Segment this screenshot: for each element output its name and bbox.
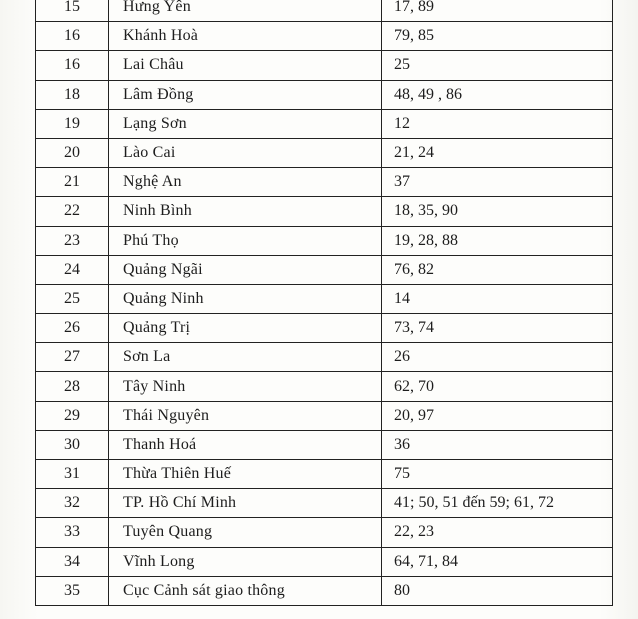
- plate-codes-cell: 18, 35, 90: [382, 197, 613, 226]
- province-name-cell: Lâm Đồng: [109, 80, 382, 109]
- province-name-cell: Sơn La: [109, 343, 382, 372]
- row-number-cell: 15: [36, 0, 109, 22]
- plate-codes-cell: 17, 89: [382, 0, 613, 22]
- plate-codes-cell: 26: [382, 343, 613, 372]
- table-row: [36, 51, 613, 80]
- table-row: [36, 0, 613, 22]
- province-name-cell: Khánh Hoà: [109, 22, 382, 51]
- province-name-cell: Nghệ An: [109, 168, 382, 197]
- plate-codes-cell: 37: [382, 168, 613, 197]
- row-number-cell: 26: [36, 314, 109, 343]
- table-row: [36, 197, 613, 226]
- plate-codes-cell: 75: [382, 460, 613, 489]
- row-number-cell: 23: [36, 226, 109, 255]
- row-number-cell: 35: [36, 576, 109, 605]
- province-name-cell: Thái Nguyên: [109, 401, 382, 430]
- province-name-cell: Cục Cảnh sát giao thông: [109, 576, 382, 605]
- row-number-cell: 33: [36, 518, 109, 547]
- plate-codes-cell: 80: [382, 576, 613, 605]
- province-name-cell: Quảng Ninh: [109, 284, 382, 313]
- plate-codes-cell: 21, 24: [382, 138, 613, 167]
- row-number-cell: 27: [36, 343, 109, 372]
- table-row: [36, 430, 613, 459]
- table-row: [36, 460, 613, 489]
- row-number-cell: 16: [36, 51, 109, 80]
- province-name-cell: Hưng Yên: [109, 0, 382, 22]
- row-number-cell: 25: [36, 284, 109, 313]
- table-row: [36, 576, 613, 605]
- row-number-cell: 24: [36, 255, 109, 284]
- plate-codes-cell: 73, 74: [382, 314, 613, 343]
- province-name-cell: Tuyên Quang: [109, 518, 382, 547]
- table-row: [36, 80, 613, 109]
- table-row: [36, 255, 613, 284]
- province-name-cell: Quảng Ngãi: [109, 255, 382, 284]
- row-number-cell: 29: [36, 401, 109, 430]
- province-name-cell: Quảng Trị: [109, 314, 382, 343]
- row-number-cell: 22: [36, 197, 109, 226]
- plate-codes-cell: 64, 71, 84: [382, 547, 613, 576]
- province-name-cell: Lạng Sơn: [109, 109, 382, 138]
- row-number-cell: 28: [36, 372, 109, 401]
- row-number-cell: 19: [36, 109, 109, 138]
- province-name-cell: Phú Thọ: [109, 226, 382, 255]
- plate-codes-cell: 22, 23: [382, 518, 613, 547]
- plate-codes-cell: 76, 82: [382, 255, 613, 284]
- plate-codes-cell: 25: [382, 51, 613, 80]
- row-number-cell: 21: [36, 168, 109, 197]
- table-row: [36, 314, 613, 343]
- row-number-cell: 32: [36, 489, 109, 518]
- table-row: [36, 401, 613, 430]
- table-body: [36, 0, 613, 605]
- plate-codes-cell: 14: [382, 284, 613, 313]
- row-number-cell: 31: [36, 460, 109, 489]
- plate-codes-cell: 36: [382, 430, 613, 459]
- table-row: [36, 168, 613, 197]
- province-name-cell: TP. Hồ Chí Minh: [109, 489, 382, 518]
- row-number-cell: 30: [36, 430, 109, 459]
- table-row: [36, 518, 613, 547]
- plate-codes-cell: 62, 70: [382, 372, 613, 401]
- table-row: [36, 138, 613, 167]
- license-plate-code-table: [35, 0, 613, 606]
- row-number-cell: 18: [36, 80, 109, 109]
- row-number-cell: 34: [36, 547, 109, 576]
- province-name-cell: Lai Châu: [109, 51, 382, 80]
- table-row: [36, 372, 613, 401]
- province-name-cell: Ninh Bình: [109, 197, 382, 226]
- province-name-cell: Lào Cai: [109, 138, 382, 167]
- table-row: [36, 226, 613, 255]
- plate-codes-cell: 19, 28, 88: [382, 226, 613, 255]
- table-row: [36, 489, 613, 518]
- row-number-cell: 16: [36, 22, 109, 51]
- table-row: [36, 343, 613, 372]
- row-number-cell: 20: [36, 138, 109, 167]
- table-row: [36, 109, 613, 138]
- province-name-cell: Thừa Thiên Huế: [109, 460, 382, 489]
- table-row: [36, 284, 613, 313]
- plate-codes-cell: 48, 49 , 86: [382, 80, 613, 109]
- table-row: [36, 547, 613, 576]
- plate-codes-cell: 12: [382, 109, 613, 138]
- plate-codes-cell: 41; 50, 51 đến 59; 61, 72: [382, 489, 613, 518]
- province-name-cell: Tây Ninh: [109, 372, 382, 401]
- plate-codes-cell: 79, 85: [382, 22, 613, 51]
- province-name-cell: Thanh Hoá: [109, 430, 382, 459]
- province-name-cell: Vĩnh Long: [109, 547, 382, 576]
- plate-codes-cell: 20, 97: [382, 401, 613, 430]
- table-row: [36, 22, 613, 51]
